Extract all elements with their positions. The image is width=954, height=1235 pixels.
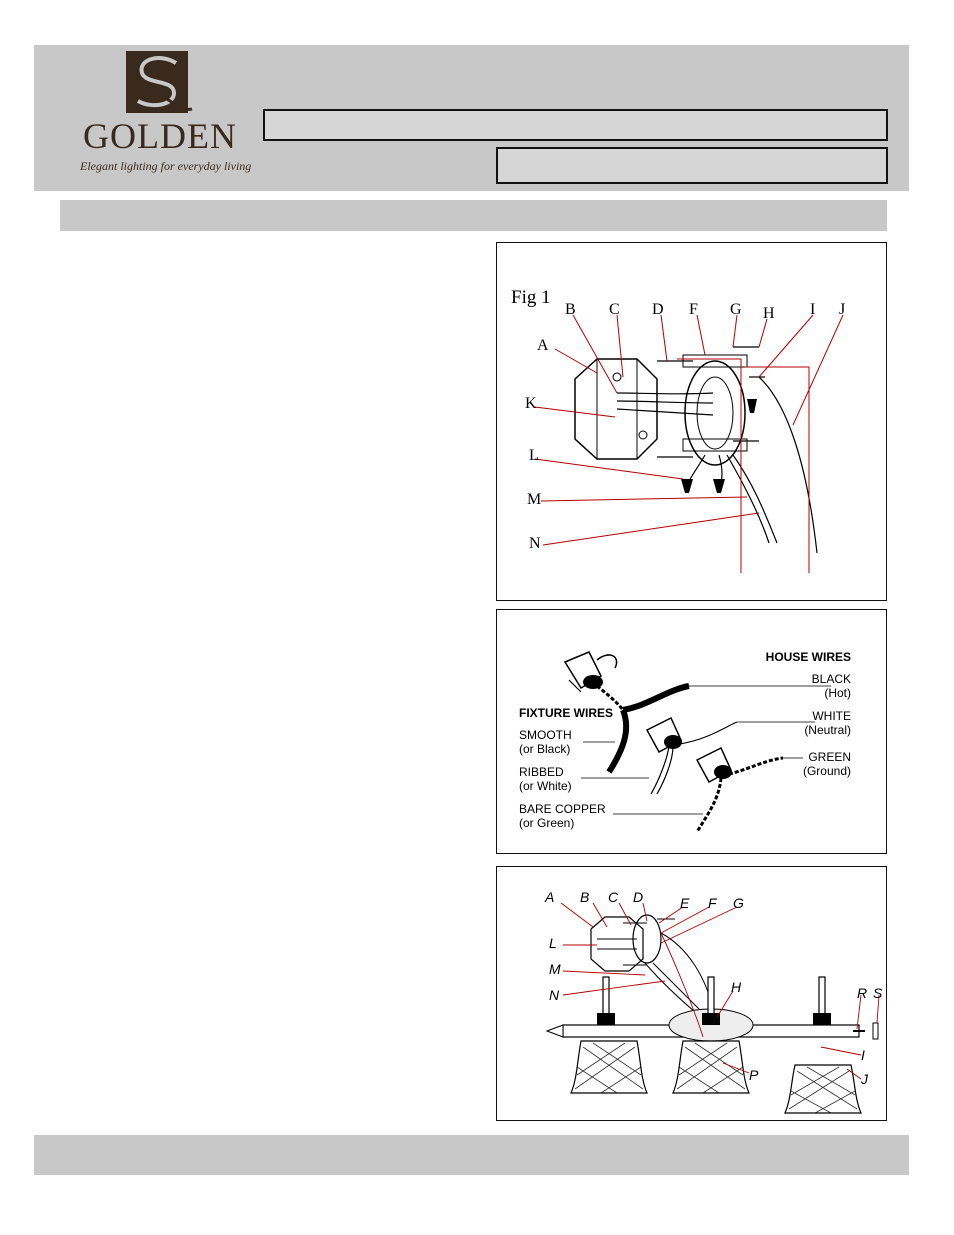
house-green-label [751, 750, 851, 778]
fig3-label-p: P [749, 1067, 759, 1083]
section-title-band [60, 200, 887, 231]
golden-logo [80, 49, 252, 187]
mounting-diagram [497, 243, 886, 600]
label-b: B [565, 301, 576, 318]
label-d: D [652, 301, 664, 318]
fig3-label-j: J [861, 1071, 868, 1087]
house-white-label [751, 709, 851, 737]
fixture-smooth-name: SMOOTH [519, 728, 572, 742]
fixture-smooth-label [519, 728, 572, 756]
label-c: C [609, 301, 620, 318]
label-g: G [730, 301, 742, 318]
fixture-ribbed-sub: (or White) [519, 779, 572, 793]
label-i: I [810, 301, 816, 318]
house-white-sub: (Neutral) [804, 723, 851, 737]
fixture-copper-label [519, 802, 606, 830]
fig3-label-e: E [680, 895, 690, 911]
fig3-label-c: C [608, 889, 619, 905]
fig3-label-r: R [857, 985, 868, 1001]
house-white-name: WHITE [812, 709, 851, 723]
fig3-label-g: G [733, 895, 744, 911]
house-black-name: BLACK [811, 672, 851, 686]
junction-box-shape [575, 359, 657, 459]
figure-3-panel [496, 866, 887, 1121]
house-black-sub: (Hot) [824, 686, 851, 700]
label-k: K [525, 395, 537, 412]
fig3-label-s: S [873, 985, 883, 1001]
house-wires-title: HOUSE WIRES [765, 650, 851, 664]
fig3-label-f: F [708, 895, 717, 911]
title-field-box [263, 109, 888, 141]
fixture-smooth-sub: (or Black) [519, 742, 571, 756]
footer-band [34, 1135, 909, 1175]
fixture-copper-name: BARE COPPER [519, 802, 606, 816]
model-field-box [496, 147, 888, 184]
label-n: N [529, 535, 541, 552]
logo-tagline: Elegant lighting for everyday living [80, 159, 252, 173]
label-m: M [527, 491, 542, 508]
fig3-label-l: L [549, 935, 557, 951]
label-h: H [763, 305, 775, 322]
figure-2-panel [496, 609, 887, 854]
label-f: F [689, 301, 698, 318]
house-green-name: GREEN [808, 750, 851, 764]
header-band [34, 45, 909, 191]
fig3-label-a: A [545, 889, 555, 905]
fixture-ribbed-label [519, 765, 572, 793]
figure-1-panel [496, 242, 887, 601]
fixture-ribbed-name: RIBBED [519, 765, 564, 779]
house-green-sub: (Ground) [802, 764, 851, 778]
logo-mark-icon [80, 49, 240, 115]
fixture-copper-sub: (or Green) [519, 816, 575, 830]
wire-nut-icon [565, 652, 617, 692]
label-j: J [839, 301, 846, 318]
fig3-label-b: B [580, 889, 590, 905]
label-a: A [537, 337, 549, 354]
fig3-label-m: M [549, 961, 561, 977]
fixture-wires-title: FIXTURE WIRES [519, 706, 614, 720]
fig3-label-n: N [549, 987, 560, 1003]
figure-1-caption: Fig 1 [511, 287, 551, 308]
fig3-label-h: H [731, 979, 742, 995]
label-l: L [529, 447, 539, 464]
glass-shade-icon [571, 1041, 861, 1113]
fig3-label-d: D [633, 889, 644, 905]
logo-wordmark: GOLDEN [83, 116, 237, 156]
house-black-label [751, 672, 851, 700]
fig3-label-i: I [861, 1047, 865, 1063]
